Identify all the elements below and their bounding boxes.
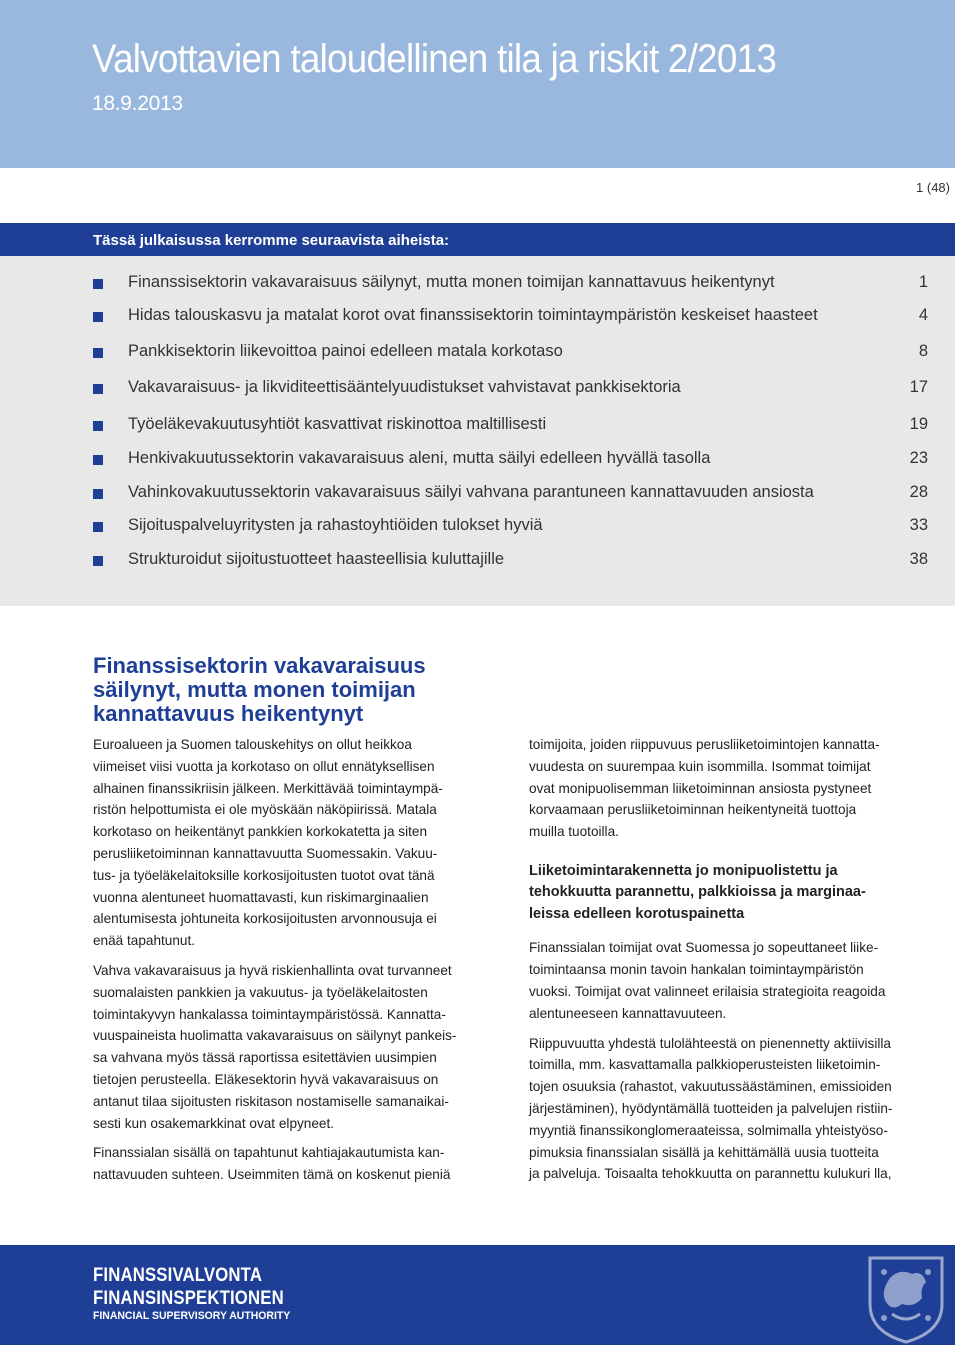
topic-label: Finanssisektorin vakavaraisuus säilynyt, mutta monen toimijan kannattavuus heikentynyt	[128, 273, 775, 291]
topic-page: 33	[909, 516, 928, 534]
topic-item[interactable]	[93, 342, 928, 366]
square-bullet-icon	[93, 384, 103, 394]
lion-crest-icon	[862, 1252, 950, 1344]
document-date: 18.9.2013	[92, 92, 183, 115]
topic-label: Vahinkovakuutussektorin vakavaraisuus säilyi vahvana parantuneen kannattavuuden ansiosta	[128, 483, 814, 501]
square-bullet-icon	[93, 556, 103, 566]
header-band	[0, 0, 955, 168]
topics-heading: Tässä julkaisussa kerromme seuraavista aiheista:	[93, 232, 450, 249]
topic-page: 28	[909, 483, 928, 501]
footer-org-name-fi: FINANSSIVALVONTA	[93, 1265, 263, 1286]
topic-page: 38	[909, 550, 928, 568]
topic-label: Pankkisektorin liikevoittoa painoi edelleen matala korkotaso	[128, 342, 563, 360]
body-paragraph: Finanssialan toimijat ovat Suomessa jo sopeuttaneet liike- toimintaansa monin tavoin hankalan toimintaympäristön vuoksi. Toimijat ovat valinneet erilaisia strategioita reagoida alentuneeseen kannattavuuteen.	[529, 940, 886, 1021]
topic-label: Sijoituspalveluyritysten ja rahastoyhtiöiden tulokset hyviä	[128, 516, 543, 534]
right-column	[529, 734, 939, 1193]
document-title: Valvottavien taloudellinen tila ja riskit 2/2013	[92, 37, 777, 81]
body-paragraph: Vahva vakavaraisuus ja hyvä riskienhallinta ovat turvanneet suomalaisten pankkien ja vakuutus- ja työeläkelaitosten toimintakyvyn hankalassa toimintaympäristössä. Kannatta- vuuspaineista huolimatta vakavaraisuus on säilynyt pankeis- sa vahvana myös tässä raportissa esitettävien uusimpien tietojen perusteella. Eläkesektorin hyvä vakavaraisuus on antanut tilaa sijoitusten riskitason nostamiselle samanaikai- sesti kun osakemarkkinat ovat elpyneet.	[93, 962, 457, 1131]
topic-label: Hidas talouskasvu ja matalat korot ovat finanssisektorin toimintaympäristön keskeiset haasteet	[128, 306, 818, 324]
topic-item[interactable]	[93, 550, 928, 574]
topics-heading-bar	[0, 223, 955, 256]
topic-page: 1	[918, 273, 928, 291]
topic-page: 4	[918, 306, 928, 324]
topic-label: Strukturoidut sijoitustuotteet haasteellisia kuluttajille	[128, 550, 505, 568]
topic-label: Henkivakuutussektorin vakavaraisuus aleni, mutta säilyi edelleen hyvällä tasolla	[128, 449, 711, 467]
footer-org-name-sv: FINANSINSPEKTIONEN	[93, 1288, 284, 1309]
footer-org-name-en: FINANCIAL SUPERVISORY AUTHORITY	[93, 1310, 291, 1322]
square-bullet-icon	[93, 421, 103, 431]
topic-page: 23	[909, 449, 928, 467]
topic-page: 17	[909, 378, 928, 396]
subheading: Liiketoimintarakennetta jo monipuolistettu ja tehokkuutta parannettu, palkkioissa ja marginaa- leissa edelleen korotuspainetta	[529, 862, 866, 922]
square-bullet-icon	[93, 455, 103, 465]
topic-item[interactable]	[93, 516, 928, 540]
square-bullet-icon	[93, 312, 103, 322]
topic-item[interactable]	[93, 415, 928, 439]
body-paragraph: Riippuvuutta yhdestä tulolähteestä on pienennetty aktiivisilla toimilla, mm. kasvattamalla palkkioperusteisten liiketoimin- tojen osuuksia (rahastot, vakuutussäästäminen, emissioiden järjestäminen), hyödyntämällä tuotteiden ja palvelujen ristiin- myyntiä finanssikonglomeraateissa, solmimalla yhteistyöso- pimuksia finanssialan sisällä ja kehittämällä uusia tuotteita ja palveluja. Toisaalta tehokkuutta on parannettu kulukuri lla,	[529, 1035, 893, 1182]
square-bullet-icon	[93, 522, 103, 532]
square-bullet-icon	[93, 489, 103, 499]
square-bullet-icon	[93, 279, 103, 289]
page-number: 1 (48)	[916, 180, 950, 195]
section-title: Finanssisektorin vakavaraisuus säilynyt, mutta monen toimijan kannattavuus heikentynyt	[93, 653, 426, 726]
topic-label: Vakavaraisuus- ja likviditeettisääntelyuudistukset vahvistavat pankkisektoria	[128, 378, 681, 396]
topic-label: Työeläkevakuutusyhtiöt kasvattivat riskinottoa maltillisesti	[128, 415, 547, 433]
topic-item[interactable]	[93, 273, 928, 297]
body-paragraph: toimijoita, joiden riippuvuus perusliiketoimintojen kannatta- vuudesta on suurempaa kuin isommilla. Isommat toimijat ovat monipuolisemman liiketoiminnan ansiosta pystyneet korvaamaan perusliiketoiminnan heikentyneitä tuottoja muilla tuotoilla.	[529, 737, 880, 840]
topic-item[interactable]	[93, 483, 928, 507]
topic-item[interactable]	[93, 449, 928, 473]
left-column	[93, 734, 503, 1194]
topic-page: 8	[918, 342, 928, 360]
topic-item[interactable]	[93, 306, 928, 330]
topic-item[interactable]	[93, 378, 928, 402]
body-paragraph: Finanssialan sisällä on tapahtunut kahtiajakautumista kan- nattavuuden suhteen. Useimmiten tämä on koskenut pieniä	[93, 1145, 451, 1183]
body-paragraph: Euroalueen ja Suomen talouskehitys on ollut heikkoa viimeiset viisi vuotta ja korkotaso on ollut ennätyksellisen alhainen finanssikriisin jälkeen. Merkittävää toimintaympä- ristön helpottumista ei ole myöskään näköpiirissä. Matala korkotaso on heikentänyt pankkien korkokatetta ja siten perusliiketoiminnan kannattavuutta Suomessakin. Vakuu- tus- ja työeläkelaitoksille korkosijoitusten tuotot ovat tänä vuonna alentuneet huomattavasti, kun riskimarginaalien alentumisesta johtuneita korkosijoitusten arvonnousuja ei enää tapahtunut.	[93, 737, 443, 949]
square-bullet-icon	[93, 348, 103, 358]
topic-page: 19	[909, 415, 928, 433]
